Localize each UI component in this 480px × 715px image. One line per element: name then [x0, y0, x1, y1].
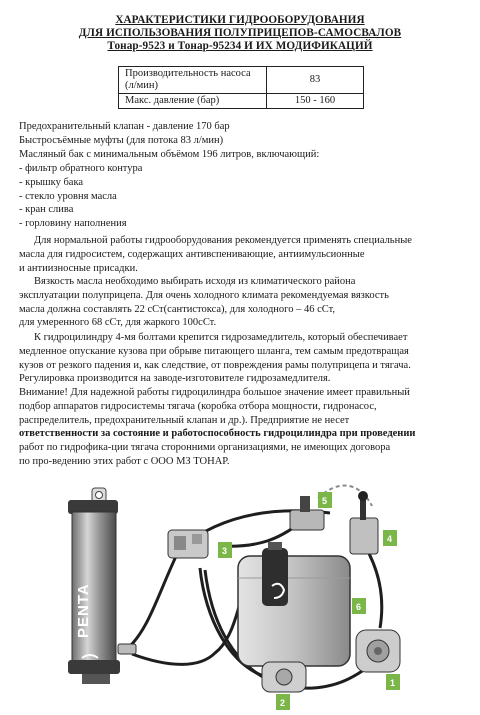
hydraulic-cylinder [68, 488, 120, 684]
label-3-text: 3 [222, 546, 228, 556]
title-line-3: Тонар-9523 и Тонар-95234 И ИХ МОДИФИКАЦИЙ [107, 40, 373, 52]
label-6-text: 6 [356, 602, 362, 612]
feature-line: Быстросъёмные муфты (для потока 83 л/мин) [19, 134, 224, 146]
label-6 [352, 598, 366, 614]
label-1 [386, 674, 400, 690]
hydraulic-system-diagram [0, 478, 480, 715]
spec-row [119, 94, 364, 109]
text-line: распределитель, предохранительный клапан и др.). Предприятие не несет [19, 414, 350, 426]
spec-table [118, 66, 364, 109]
text-line: для умеренного 68 сСт, для жаркого 100сСт. [19, 317, 217, 329]
text-line: эксплуатации полуприцепа. Для очень холодного климата рекомендуемая вязкость [19, 289, 389, 301]
text-line: Вязкость масла необходимо выбирать исходя из климатического района [34, 276, 356, 287]
oil-recommendation-paragraph [19, 234, 469, 275]
text-line: К гидроцилиндру 4-мя болтами крепится гидрозамедлитель, который обеспечивает [34, 332, 408, 343]
label-4 [383, 530, 397, 546]
label-5-text: 5 [322, 496, 328, 506]
power-take-off [356, 630, 400, 672]
feature-line: Предохранительный клапан - давление 170 бар [19, 121, 230, 132]
text-line: Регулировка производится на заводе-изготовителе гидрозамедлителя. [19, 373, 331, 385]
text-line: Внимание! Для надежной работы гидроцилиндра большое значение имеет правильный [19, 387, 410, 398]
text-line: кузов от резкого падения и, как следствие, от повреждения рамы полуприцепа и тягача. [19, 359, 411, 371]
hose-fitting [118, 644, 136, 654]
label-5 [318, 492, 332, 508]
feature-line: - крышку бака [19, 176, 84, 188]
label-3 [218, 542, 232, 558]
spec-value: 83 [267, 67, 364, 94]
hydraulic-pump [262, 662, 306, 692]
spec-row [119, 67, 364, 94]
oil-tank [238, 542, 350, 666]
text-line: по про-ведению этих работ с ООО МЗ ТОНАР. [19, 455, 230, 467]
text-line: подбор аппаратов гидросистемы тягача (коробка отбора мощности, гидронасос, [19, 400, 377, 412]
text-line: Для нормальной работы гидрооборудования рекомендуется применять специальные [34, 235, 412, 246]
spec-label: Макс. давление (бар) [119, 94, 267, 109]
feature-line: - стекло уровня масла [19, 190, 117, 202]
feature-line: Масляный бак с минимальным объёмом 196 литров, включающий: [19, 148, 320, 160]
document-title [0, 14, 480, 53]
text-line: медленное опускание кузова при обрыве питающего шланга, тем самым предотвращая [19, 345, 409, 357]
label-2 [276, 694, 290, 710]
label-1-text: 1 [390, 678, 396, 688]
label-2-text: 2 [280, 698, 286, 708]
spec-label: Производительность насоса (л/мин) [119, 67, 267, 94]
penta-logo: PENTA [75, 583, 92, 638]
distributor [350, 491, 378, 554]
feature-line: - горловину наполнения [19, 218, 127, 230]
text-line: работ по гидрофика-ции тягача сторонними организациями, не имеющих договора [19, 442, 391, 454]
text-line: масла для гидросистем, содержащих антивспенивающие, антиимульсионные [19, 248, 365, 260]
warning-paragraph [19, 386, 469, 469]
label-4-text: 4 [387, 534, 393, 544]
retarder-paragraph [19, 331, 469, 386]
text-line: ответственности за состояние и работоспособность гидроцилиндра при проведении [19, 428, 416, 440]
feature-line: - кран слива [19, 204, 74, 216]
retarder-valve [168, 530, 208, 558]
spec-value: 150 - 160 [267, 94, 364, 109]
text-line: и антиизносные присадки. [19, 262, 138, 274]
features-list [19, 120, 475, 231]
text-line: масла должна составлять 22 сСт(сантистокса), для холодного – 46 сСт, [19, 303, 336, 315]
feature-line: - фильтр обратного контура [19, 162, 143, 174]
viscosity-paragraph [19, 275, 469, 330]
title-line-1: ХАРАКТЕРИСТИКИ ГИДРООБОРУДОВАНИЯ [115, 14, 365, 26]
title-line-2: ДЛЯ ИСПОЛЬЗОВАНИЯ ПОЛУПРИЦЕПОВ-САМОСВАЛОВ [78, 27, 402, 39]
